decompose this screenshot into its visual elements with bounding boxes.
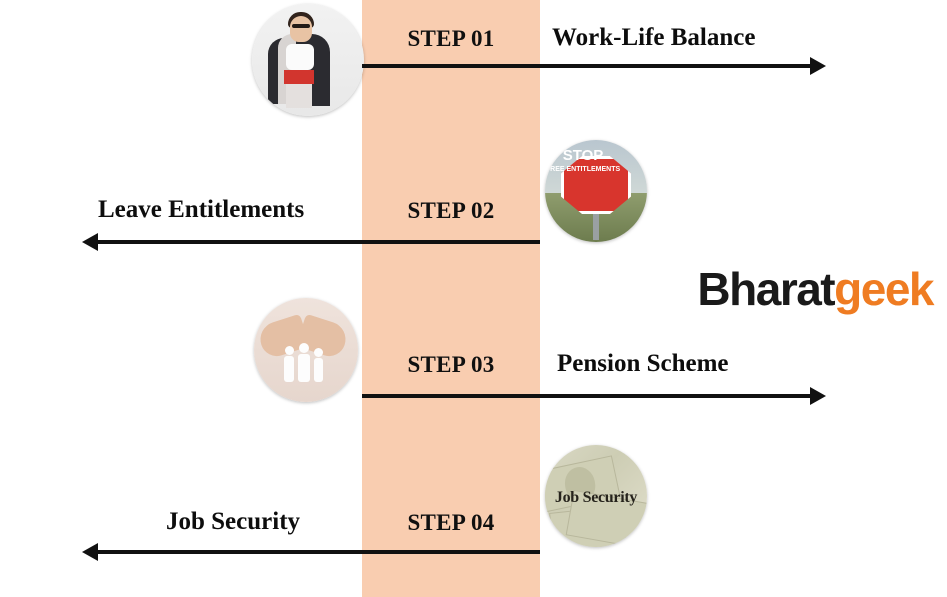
step-row-1 xyxy=(0,0,947,130)
step-label-1: STEP 01 xyxy=(407,26,495,51)
brand-logo xyxy=(697,262,933,316)
arrow-line-4 xyxy=(98,550,540,554)
step-title-1: Work-Life Balance xyxy=(552,24,756,51)
step-title-2: Leave Entitlements xyxy=(98,196,305,223)
step-title-4: Job Security xyxy=(166,508,301,535)
businesswoman-photo xyxy=(252,4,364,116)
arrow-line-2 xyxy=(98,240,540,244)
step-row-2 xyxy=(0,130,947,260)
brand-part-2: geek xyxy=(834,263,933,315)
money-photo-caption: Job Security xyxy=(554,489,638,506)
stop-sign-sub-text: FREE ENTITLEMENTS xyxy=(545,166,621,173)
step-row-4 xyxy=(0,440,947,570)
arrow-head-left-4 xyxy=(82,543,98,561)
step-title-3: Pension Scheme xyxy=(557,350,729,377)
arrow-head-left-2 xyxy=(82,233,98,251)
arrow-head-right-1 xyxy=(810,57,826,75)
stop-sign-main-text: STOP xyxy=(562,147,604,164)
step-label-3: STEP 03 xyxy=(407,352,495,377)
arrow-head-right-3 xyxy=(810,387,826,405)
step-label-2: STEP 02 xyxy=(407,198,495,223)
step-label-4: STEP 04 xyxy=(407,510,495,535)
brand-part-1: Bharat xyxy=(697,263,835,315)
arrow-line-1 xyxy=(362,64,812,68)
money-job-security-photo xyxy=(545,445,647,547)
protecting-hands-family-photo xyxy=(254,298,358,402)
arrow-line-3 xyxy=(362,394,812,398)
stop-sign-photo xyxy=(545,140,647,242)
